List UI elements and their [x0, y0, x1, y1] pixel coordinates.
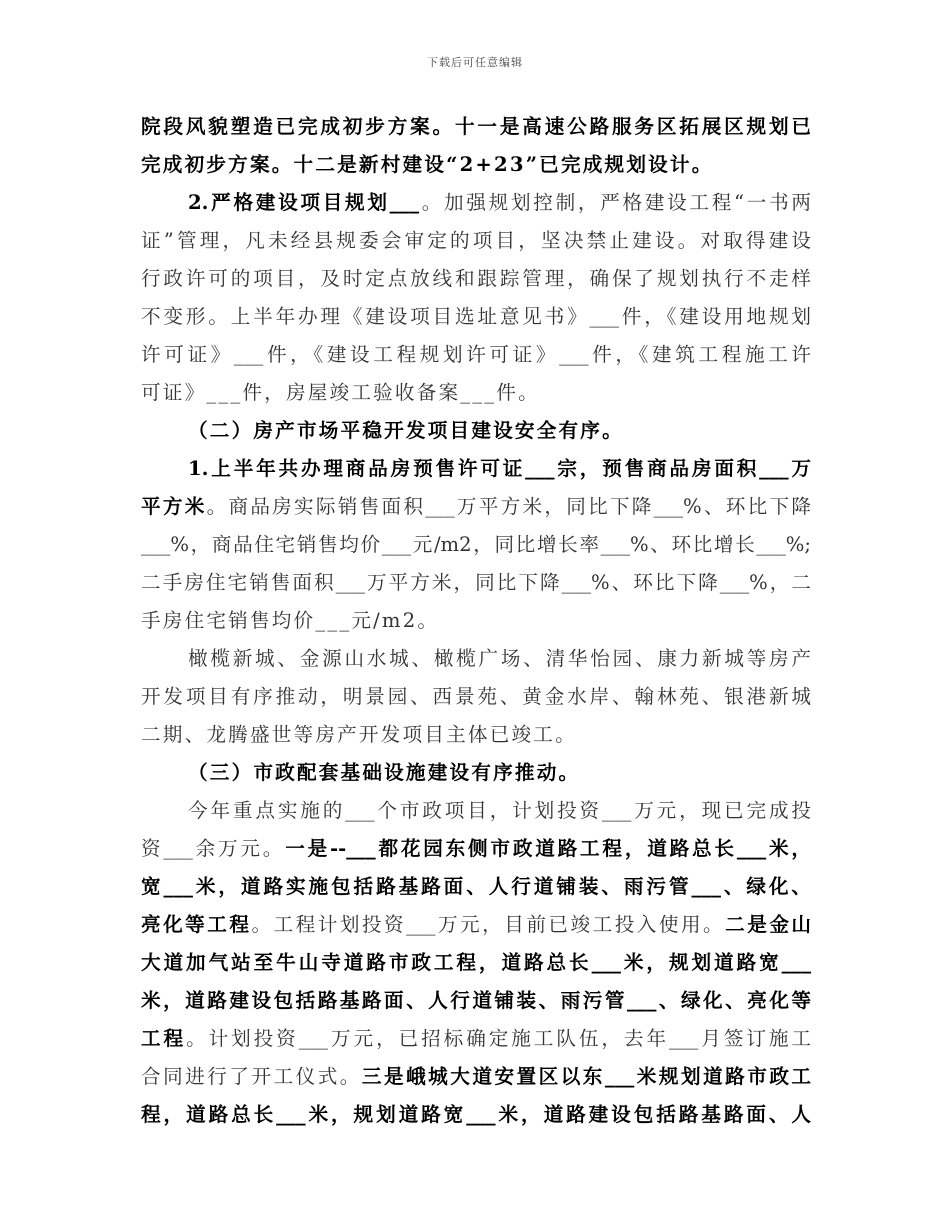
- text-line: [141, 1020, 811, 1058]
- text-line: [141, 146, 811, 184]
- text-line: [141, 298, 811, 336]
- text-line: [188, 184, 811, 222]
- text-line: [188, 754, 811, 792]
- bold-text-segment: 完成初步方案。十二是新村建设“2+23”已完成规划设计。: [141, 153, 714, 176]
- bold-text-segment: 平方米: [141, 495, 207, 518]
- text-line: [141, 716, 811, 754]
- text-segment: 资___余万元。: [141, 837, 286, 860]
- bold-text-segment: 工程: [141, 1027, 187, 1050]
- bold-text-segment: （三）市政配套基础设施建设有序推动。: [188, 761, 581, 784]
- bold-text-segment: 院段风貌塑造已完成初步方案。十一是高速公路服务区拓展区规划已: [141, 115, 811, 138]
- text-line: [141, 678, 811, 716]
- bold-text-segment: 米，道路建设包括路基路面、人行道铺装、雨污管___、绿化、亮化等: [141, 989, 811, 1012]
- text-line: [141, 830, 811, 868]
- text-segment: ___%，商品住宅销售均价___元/m2，同比增长率___%、环比增长___%;: [141, 533, 811, 556]
- text-segment: 不变形。上半年办理《建设项目选址意见书》___件，《建设用地规划: [141, 305, 811, 328]
- text-line: [188, 412, 811, 450]
- text-segment: 。加强规划控制，严格建设工程“一书两: [419, 191, 811, 214]
- text-line: [141, 526, 811, 564]
- bold-text-segment: 程，道路总长___米，规划道路宽___米，道路建设包括路基路面、人: [141, 1103, 811, 1126]
- bold-text-segment: （二）房产市场平稳开发项目建设安全有序。: [188, 419, 624, 442]
- bold-text-segment: 宽___米，道路实施包括路基路面、人行道铺装、雨污管___、绿化、: [141, 875, 811, 898]
- bold-text-segment: 2.严格建设项目规划___: [188, 191, 420, 214]
- text-segment: 证”管理，凡未经县规委会审定的项目，坚决禁止建设。对取得建设: [141, 229, 811, 252]
- text-line: [188, 640, 811, 678]
- text-line: [141, 1096, 811, 1134]
- text-segment: 橄榄新城、金源山水城、橄榄广场、清华怡园、康力新城等房产: [188, 647, 811, 670]
- text-segment: 今年重点实施的___个市政项目，计划投资___万元，现已完成投: [188, 799, 811, 822]
- bold-text-segment: 二是金山: [725, 913, 812, 936]
- text-line: [141, 868, 811, 906]
- bold-text-segment: 一是--___都花园东侧市政道路工程，道路总长___米，: [285, 837, 811, 860]
- bold-text-segment: 亮化等工程: [141, 913, 252, 936]
- text-line: [141, 564, 811, 602]
- bold-text-segment: 大道加气站至牛山寺道路市政工程，道路总长___米，规划道路宽___: [141, 951, 811, 974]
- text-segment: 可证》___件，房屋竣工验收备案___件。: [141, 381, 540, 404]
- text-segment: 开发项目有序推动，明景园、西景苑、黄金水岸、翰林苑、银港新城: [141, 685, 811, 708]
- text-segment: 手房住宅销售均价___元/m2。: [141, 609, 440, 632]
- text-segment: 合同进行了开工仪式。: [141, 1065, 362, 1088]
- text-segment: 许可证》___件，《建设工程规划许可证》___件，《建筑工程施工许: [141, 343, 811, 366]
- text-line: [141, 1058, 811, 1096]
- text-line: [141, 260, 811, 298]
- text-line: [141, 488, 811, 526]
- text-line: [141, 602, 811, 640]
- text-segment: 。工程计划投资___万元，目前已竣工投入使用。: [251, 913, 726, 936]
- text-line: [188, 450, 811, 488]
- text-segment: 。商品房实际销售面积___万平方米，同比下降___%、环比下降: [206, 495, 811, 518]
- text-segment: 二期、龙腾盛世等房产开发项目主体已竣工。: [141, 723, 577, 746]
- bold-text-segment: 三是峨城大道安置区以东___米规划道路市政工: [361, 1065, 812, 1088]
- text-line: [188, 792, 811, 830]
- page-header: 下载后可任意编辑: [427, 56, 523, 69]
- bold-text-segment: 1.上半年共办理商品房预售许可证___宗，预售商品房面积___万: [188, 457, 811, 480]
- text-line: [141, 336, 811, 374]
- text-line: [141, 944, 811, 982]
- text-segment: 行政许可的项目，及时定点放线和跟踪管理，确保了规划执行不走样: [141, 267, 811, 290]
- text-segment: 。计划投资___万元，已招标确定施工队伍，去年___月签订施工: [186, 1027, 812, 1050]
- text-line: [141, 374, 811, 412]
- text-segment: 二手房住宅销售面积___万平方米，同比下降___%、环比下降___%，二: [141, 571, 811, 594]
- text-line: [141, 108, 811, 146]
- text-line: [141, 222, 811, 260]
- text-line: [141, 906, 811, 944]
- text-line: [141, 982, 811, 1020]
